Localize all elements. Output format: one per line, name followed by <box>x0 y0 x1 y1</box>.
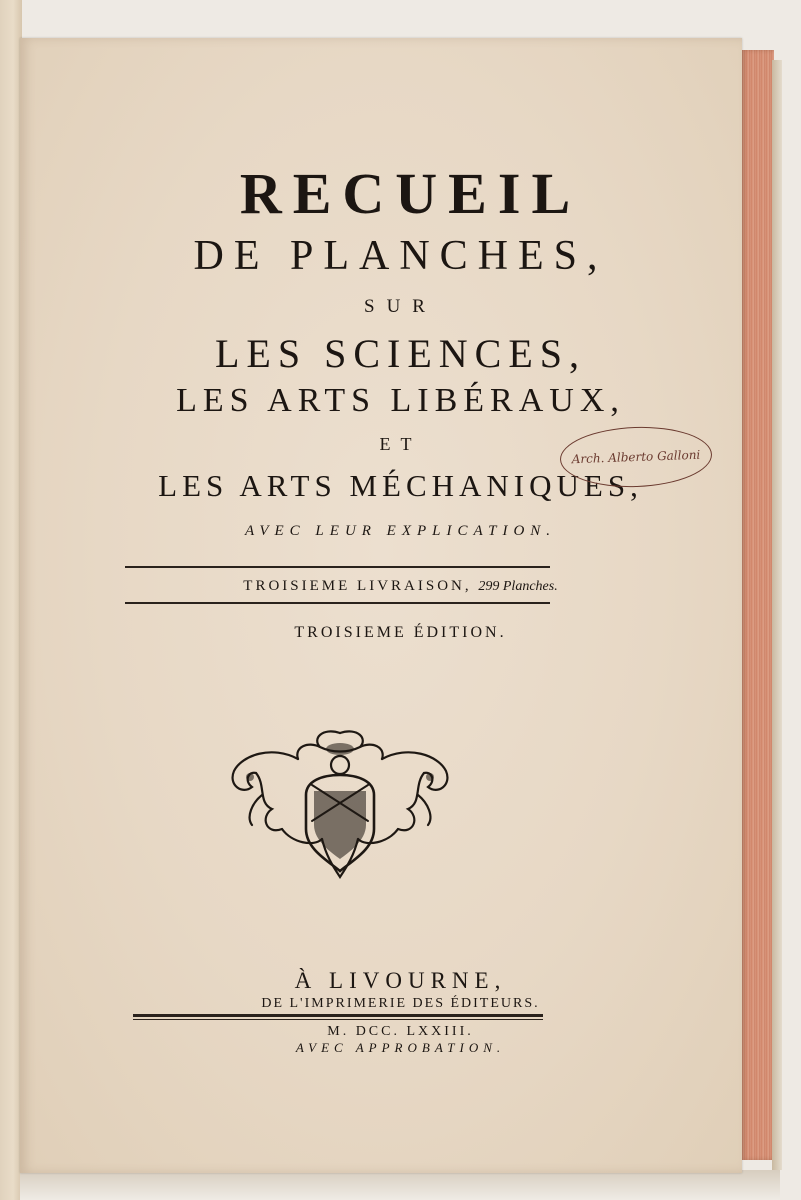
imprint-rule-thick <box>133 1014 543 1017</box>
livraison-label: TROISIEME LIVRAISON, <box>243 578 472 594</box>
title-line-arts-liberaux: LES ARTS LIBÉRAUX, <box>176 382 625 419</box>
livraison-line <box>0 578 801 595</box>
title-line-arts-mechaniques: LES ARTS MÉCHANIQUES, <box>158 468 643 503</box>
imprint-printer: DE L'IMPRIMERIE DES ÉDITEURS. <box>261 996 540 1011</box>
title-line-planches: DE PLANCHES, <box>193 233 608 279</box>
title-line-explication: AVEC LEUR EXPLICATION. <box>244 523 557 539</box>
imprint-rule-thin <box>133 1019 543 1020</box>
stamp-text: Arch. Alberto Galloni <box>571 447 701 467</box>
livraison-count: 299 Planches. <box>478 579 558 594</box>
imprint-date: M. DCC. LXXIII. <box>327 1024 474 1039</box>
rule-bottom <box>125 602 550 604</box>
title-line-sciences: LES SCIENCES, <box>214 331 587 376</box>
rule-top <box>125 566 550 568</box>
imprint-approbation: AVEC APPROBATION. <box>295 1040 506 1055</box>
printers-ornament-icon <box>222 725 458 885</box>
title-line-recueil: RECUEIL <box>239 161 582 226</box>
title-line-sur: SUR <box>364 296 437 317</box>
edition-line: TROISIEME ÉDITION. <box>294 624 507 641</box>
book-bottom-shadow <box>20 1170 780 1200</box>
title-line-et: ET <box>379 434 422 454</box>
imprint-place: À LIVOURNE, <box>294 968 507 993</box>
